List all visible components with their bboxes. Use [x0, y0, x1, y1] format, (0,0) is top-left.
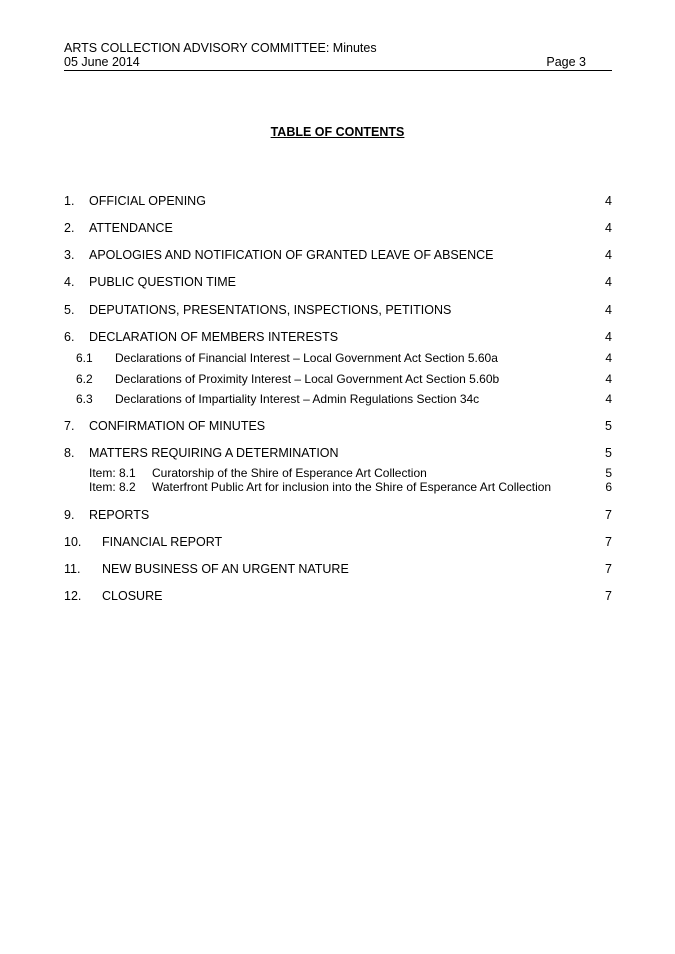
header-date: 05 June 2014	[64, 55, 140, 69]
toc-entry-page: 7	[605, 535, 612, 549]
header-page-number: Page 3	[546, 55, 586, 69]
toc-entry-label: CONFIRMATION OF MINUTES	[89, 419, 266, 433]
toc-entry-number: Item: 8.1	[89, 466, 136, 480]
toc-entry-label: APOLOGIES AND NOTIFICATION OF GRANTED LEAVE OF ABSENCE	[89, 248, 494, 262]
toc-entry-number: 6.	[64, 330, 75, 344]
toc-entry-page: 7	[605, 562, 612, 576]
toc-entry-number: 11.	[64, 562, 81, 576]
toc-entry-label: NEW BUSINESS OF AN URGENT NATURE	[102, 562, 349, 576]
toc-entry-number: 7.	[64, 419, 75, 433]
toc-entry-page: 4	[605, 303, 612, 317]
toc-entry-number: 1.	[64, 194, 75, 208]
toc-entry-page: 5	[605, 466, 612, 480]
toc-entry-label: Declarations of Impartiality Interest – Admin Regulations Section 34c	[115, 392, 480, 406]
toc-entry-number: 3.	[64, 248, 75, 262]
toc-entry-page: 5	[605, 419, 612, 433]
toc-entry-page: 4	[605, 330, 612, 344]
toc-entry-number: 5.	[64, 303, 75, 317]
toc-entry-number: 4.	[64, 275, 75, 289]
toc-entry-page: 6	[605, 480, 612, 494]
toc-entry-page: 7	[605, 589, 612, 603]
toc-entry-page: 7	[605, 508, 612, 522]
toc-entry-label: FINANCIAL REPORT	[102, 535, 223, 549]
toc-entry-page: 4	[605, 221, 612, 235]
toc-entry-number: 8.	[64, 446, 75, 460]
toc-entry-page: 4	[605, 248, 612, 262]
toc-entry-label: Declarations of Proximity Interest – Local Government Act Section 5.60b	[115, 372, 500, 386]
toc-entry-number: Item: 8.2	[89, 480, 136, 494]
toc-entry-number: 2.	[64, 221, 75, 235]
toc-heading: TABLE OF CONTENTS	[270, 125, 405, 139]
toc-entry-page: 5	[605, 446, 612, 460]
toc-entry-label: PUBLIC QUESTION TIME	[89, 275, 237, 289]
toc-entry-label: REPORTS	[89, 508, 150, 522]
toc-entry-number: 12.	[64, 589, 82, 603]
toc-entry-label: CLOSURE	[102, 589, 163, 603]
toc-entry-number: 6.1	[76, 351, 93, 365]
toc-entry-page: 4	[605, 351, 612, 365]
toc-entry-label: Declarations of Financial Interest – Local Government Act Section 5.60a	[115, 351, 498, 365]
header-row	[64, 55, 612, 71]
toc-entry-label: DEPUTATIONS, PRESENTATIONS, INSPECTIONS, PETITIONS	[89, 303, 452, 317]
toc-entry-label: MATTERS REQUIRING A DETERMINATION	[89, 446, 339, 460]
toc-entry-label: ATTENDANCE	[89, 221, 173, 235]
toc-entry-label: DECLARATION OF MEMBERS INTERESTS	[89, 330, 339, 344]
toc-entry-label: OFFICIAL OPENING	[89, 194, 206, 208]
toc-entry-label: Curatorship of the Shire of Esperance Art Collection	[152, 466, 427, 480]
toc-entry-number: 10.	[64, 535, 82, 549]
toc-entry-number: 6.2	[76, 372, 93, 386]
header-title: ARTS COLLECTION ADVISORY COMMITTEE: Minutes	[64, 41, 377, 55]
toc-entry-number: 6.3	[76, 392, 93, 406]
toc-entry-number: 9.	[64, 508, 75, 522]
toc-entry-page: 4	[605, 372, 612, 386]
toc-entry-page: 4	[605, 275, 612, 289]
toc-entry-page: 4	[605, 392, 612, 406]
toc-entry-label: Waterfront Public Art for inclusion into the Shire of Esperance Art Collection	[152, 480, 552, 494]
toc-entry-page: 4	[605, 194, 612, 208]
